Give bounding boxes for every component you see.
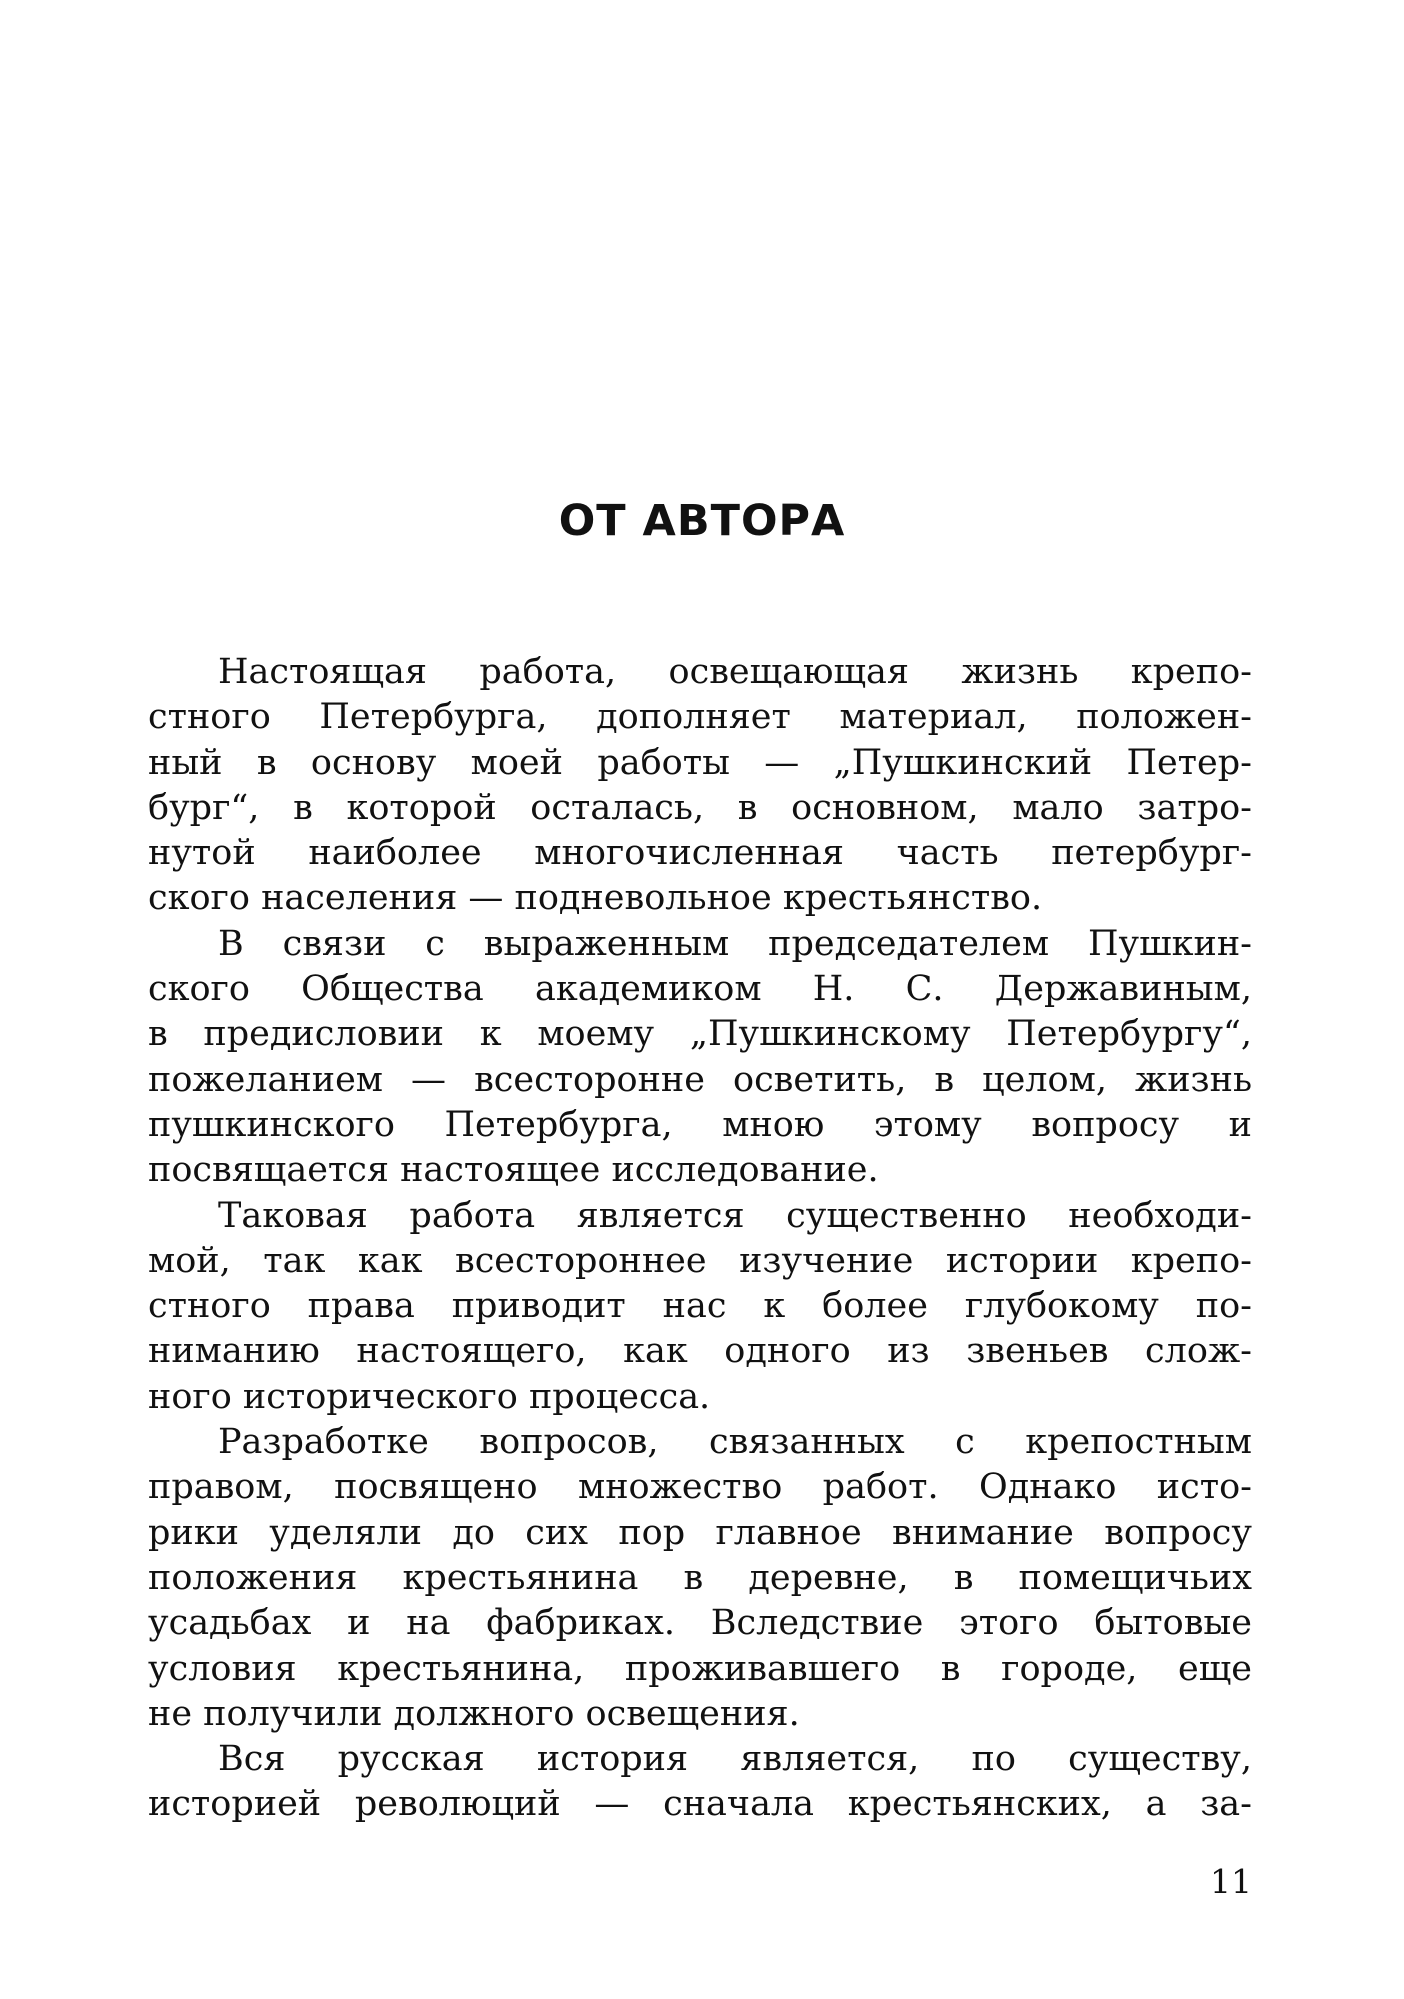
text-line: в предисловии к моему „Пушкинскому Петербургу“, <box>148 1014 1252 1055</box>
text-line: не получили должного освещения. <box>148 1693 800 1734</box>
text-line: ный в основу моей работы — „Пушкинский Петер- <box>148 742 1252 783</box>
text-line: ского Общества академиком Н. С. Державиным, <box>148 969 1252 1010</box>
text-line: Настоящая работа, освещающая жизнь крепо- <box>218 652 1252 692</box>
text-line: пожеланием — всесторонне осветить, в целом, жизнь <box>148 1059 1252 1100</box>
text-line: рики уделяли до сих пор главное внимание вопросу <box>148 1512 1252 1553</box>
text-line: Таковая работа является существенно необходи- <box>218 1195 1252 1236</box>
text-line: ского населения — подневольное крестьянство. <box>148 878 1043 919</box>
text-line: положения крестьянина в деревне, в помещичьих <box>148 1557 1252 1598</box>
text-line: мой, так как всестороннее изучение истории крепо- <box>148 1240 1252 1281</box>
text-line: историей революций — сначала крестьянских, а за- <box>148 1784 1252 1825</box>
text-line: посвящается настоящее исследование. <box>148 1150 879 1191</box>
text-line: ного исторического процесса. <box>148 1376 711 1417</box>
text-line: В связи с выраженным председателем Пушкин- <box>218 923 1252 964</box>
text-line: ниманию настоящего, как одного из звеньев слож- <box>148 1331 1252 1372</box>
text-line: усадьбах и на фабриках. Вследствие этого бытовые <box>148 1603 1252 1644</box>
text-line: нутой наиболее многочисленная часть петербург- <box>148 833 1252 874</box>
text-line: правом, посвящено множество работ. Однако исто- <box>148 1467 1252 1508</box>
page-number: 11 <box>1210 1862 1252 1901</box>
text-line: условия крестьянина, проживавшего в городе, еще <box>148 1648 1252 1689</box>
chapter-title: ОТ АВТОРА <box>558 496 846 546</box>
body-text <box>148 650 1252 1828</box>
text-line: стного права приводит нас к более глубокому по- <box>148 1286 1252 1327</box>
text-line: стного Петербурга, дополняет материал, положен- <box>148 697 1252 738</box>
text-line: Разработке вопросов, связанных с крепостным <box>218 1422 1252 1463</box>
text-line: пушкинского Петербурга, мною этому вопросу и <box>148 1104 1252 1145</box>
text-line: Вся русская история является, по существу, <box>218 1739 1252 1780</box>
text-line: бург“, в которой осталась, в основном, мало затро- <box>148 787 1252 828</box>
